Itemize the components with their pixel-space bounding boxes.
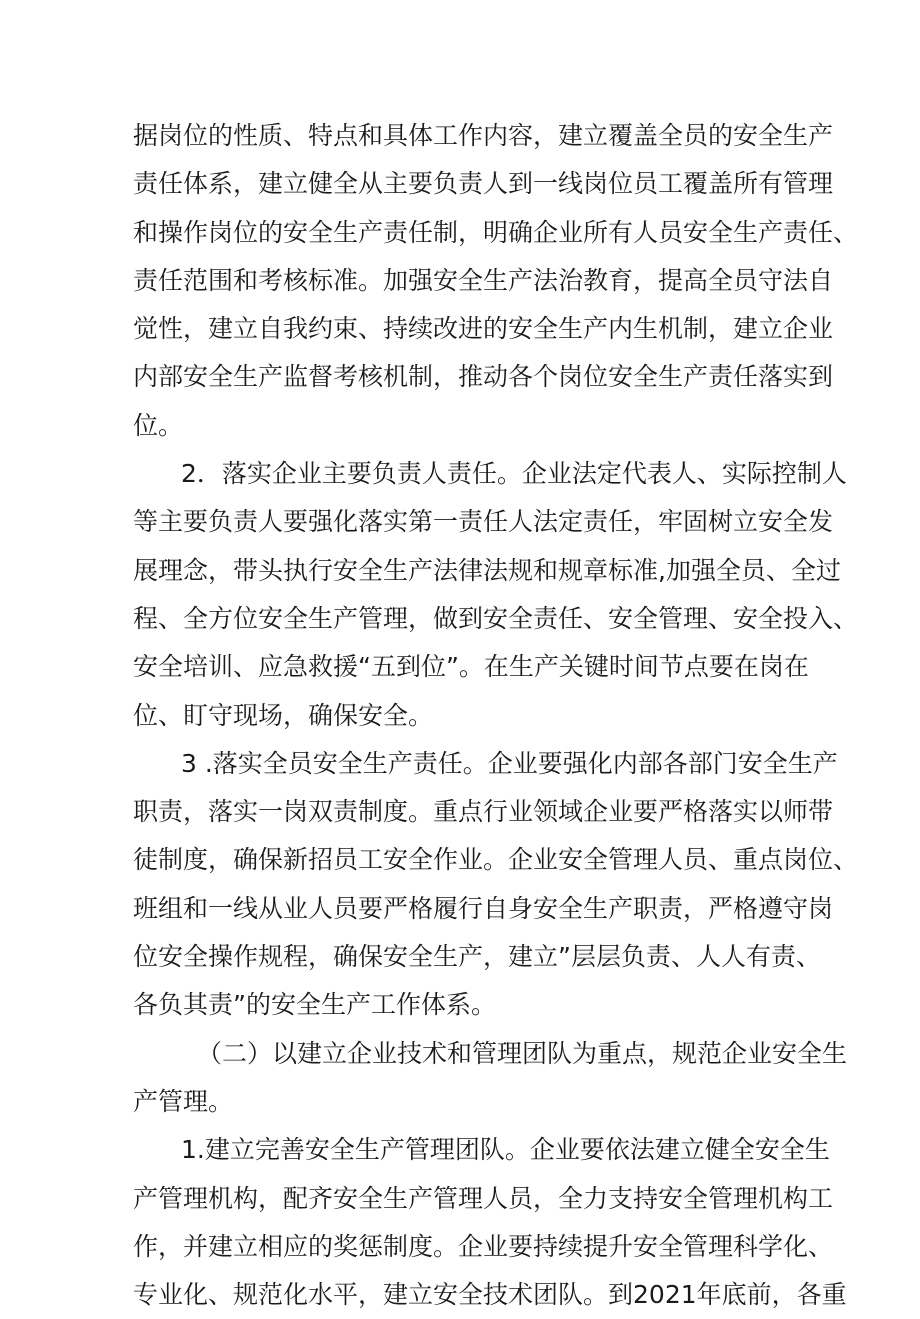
text-line: 觉性，建立自我约束、持续改进的安全生产内生机制，建立企业 bbox=[133, 314, 834, 344]
text-line: 安全培训、应急救援“五到位”。在生产关键时间节点要在岗在 bbox=[133, 652, 809, 682]
text-line: 和操作岗位的安全生产责任制，明确企业所有人员安全生产责任、 bbox=[133, 217, 859, 247]
text-line: 据岗位的性质、特点和具体工作内容，建立覆盖全员的安全生产 bbox=[133, 121, 834, 150]
text-line: 作，并建立相应的奖惩制度。企业要持续提升安全管理科学化、 bbox=[133, 1231, 834, 1261]
paragraph-start-line: 3 .落实全员安全生产责任。企业要强化内部各部门安全生产 bbox=[181, 748, 838, 778]
document-body bbox=[133, 112, 859, 1319]
section-heading-line: 产管理。 bbox=[133, 1086, 234, 1116]
section-heading-line: （二）以建立企业技术和管理团队为重点，规范企业安全生 bbox=[197, 1038, 848, 1068]
text-line: 徒制度，确保新招员工安全作业。企业安全管理人员、重点岗位、 bbox=[133, 845, 859, 875]
text-line: 内部安全生产监督考核机制，推动各个岗位安全生产责任落实到 bbox=[133, 362, 834, 392]
text-line: 位、盯守现场，确保安全。 bbox=[133, 700, 434, 730]
text-line: 各负其责”的安全生产工作体系。 bbox=[133, 990, 496, 1020]
paragraph-start-line: 2．落实企业主要负责人责任。企业法定代表人、实际控制人 bbox=[181, 459, 847, 489]
text-line: 位安全操作规程，确保安全生产，建立”层层负责、人人有责、 bbox=[133, 942, 821, 972]
text-line: 责任体系，建立健全从主要负责人到一线岗位员工覆盖所有管理 bbox=[133, 169, 834, 199]
text-line: 等主要负责人要强化落实第一责任人法定责任，牢固树立安全发 bbox=[133, 507, 834, 537]
text-line: 产管理机构，配齐安全生产管理人员，全力支持安全管理机构工 bbox=[133, 1183, 834, 1213]
paragraph-start-line: 1.建立完善安全生产管理团队。企业要依法建立健全安全生 bbox=[181, 1135, 830, 1165]
text-line: 程、全方位安全生产管理，做到安全责任、安全管理、安全投入、 bbox=[133, 603, 859, 633]
text-line: 专业化、规范化水平，建立安全技术团队。到2021年底前，各重 bbox=[133, 1280, 847, 1310]
text-line: 展理念，带头执行安全生产法律法规和规章标准,加强全员、全过 bbox=[133, 555, 841, 585]
text-line: 班组和一线从业人员要严格履行自身安全生产职责，严格遵守岗 bbox=[133, 893, 834, 923]
text-line: 责任范围和考核标准。加强安全生产法治教育，提高全员守法自 bbox=[133, 265, 834, 295]
text-line: 职责，落实一岗双责制度。重点行业领域企业要严格落实以师带 bbox=[133, 797, 834, 827]
text-line: 位。 bbox=[133, 410, 184, 440]
